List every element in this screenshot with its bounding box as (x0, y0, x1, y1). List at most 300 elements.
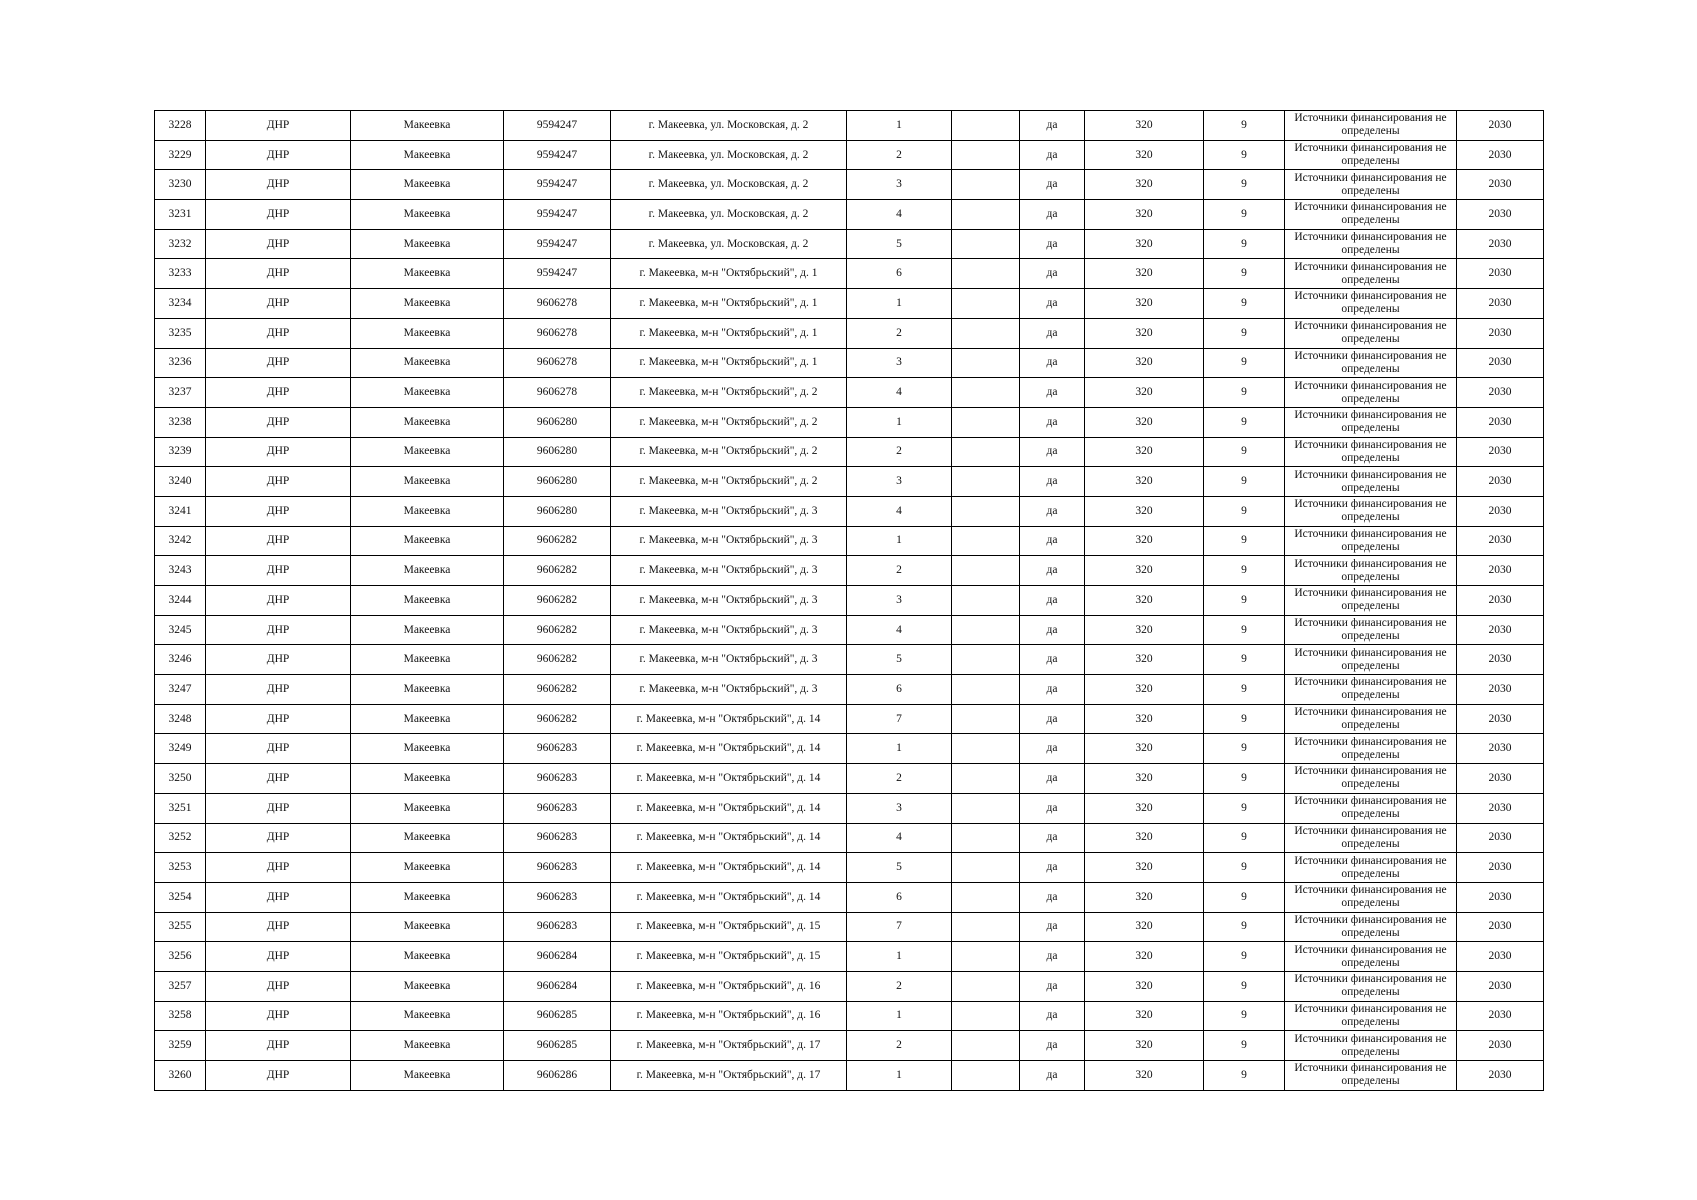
flag-cell: да (1020, 467, 1085, 497)
row-number-cell: 3246 (155, 645, 206, 675)
funding-source-cell: Источники финансирования не определены (1285, 615, 1457, 645)
building-code-cell: 9606280 (504, 467, 611, 497)
flag-cell: да (1020, 882, 1085, 912)
amount-cell: 320 (1085, 1061, 1204, 1091)
table-row (155, 823, 1544, 853)
funding-source-cell: Источники финансирования не определены (1285, 942, 1457, 972)
table-row (155, 942, 1544, 972)
floors-cell: 9 (1204, 853, 1285, 883)
amount-cell: 320 (1085, 229, 1204, 259)
entrance-number-cell: 4 (847, 200, 952, 230)
entrance-number-cell: 3 (847, 586, 952, 616)
amount-cell: 320 (1085, 912, 1204, 942)
building-code-cell: 9606280 (504, 407, 611, 437)
floors-cell: 9 (1204, 111, 1285, 141)
empty-cell (952, 942, 1020, 972)
empty-cell (952, 289, 1020, 319)
flag-cell: да (1020, 1001, 1085, 1031)
floors-cell: 9 (1204, 734, 1285, 764)
flag-cell: да (1020, 407, 1085, 437)
address-cell: г. Макеевка, м-н "Октябрьский", д. 3 (611, 496, 847, 526)
entrance-number-cell: 2 (847, 971, 952, 1001)
empty-cell (952, 823, 1020, 853)
address-cell: г. Макеевка, м-н "Октябрьский", д. 3 (611, 645, 847, 675)
row-number-cell: 3234 (155, 289, 206, 319)
region-cell: ДНР (206, 556, 351, 586)
empty-cell (952, 971, 1020, 1001)
floors-cell: 9 (1204, 1001, 1285, 1031)
city-cell: Макеевка (351, 734, 504, 764)
city-cell: Макеевка (351, 675, 504, 705)
year-cell: 2030 (1457, 200, 1544, 230)
entrance-number-cell: 2 (847, 556, 952, 586)
amount-cell: 320 (1085, 170, 1204, 200)
entrance-number-cell: 6 (847, 259, 952, 289)
year-cell: 2030 (1457, 289, 1544, 319)
row-number-cell: 3258 (155, 1001, 206, 1031)
city-cell: Макеевка (351, 853, 504, 883)
flag-cell: да (1020, 229, 1085, 259)
table-row (155, 704, 1544, 734)
region-cell: ДНР (206, 170, 351, 200)
flag-cell: да (1020, 378, 1085, 408)
row-number-cell: 3260 (155, 1061, 206, 1091)
amount-cell: 320 (1085, 111, 1204, 141)
flag-cell: да (1020, 586, 1085, 616)
empty-cell (952, 734, 1020, 764)
flag-cell: да (1020, 853, 1085, 883)
entrance-number-cell: 5 (847, 229, 952, 259)
city-cell: Макеевка (351, 170, 504, 200)
city-cell: Макеевка (351, 318, 504, 348)
region-cell: ДНР (206, 615, 351, 645)
entrance-number-cell: 4 (847, 615, 952, 645)
floors-cell: 9 (1204, 259, 1285, 289)
year-cell: 2030 (1457, 140, 1544, 170)
address-cell: г. Макеевка, м-н "Октябрьский", д. 3 (611, 615, 847, 645)
amount-cell: 320 (1085, 348, 1204, 378)
address-cell: г. Макеевка, м-н "Октябрьский", д. 3 (611, 556, 847, 586)
building-code-cell: 9606282 (504, 615, 611, 645)
entrance-number-cell: 2 (847, 318, 952, 348)
amount-cell: 320 (1085, 942, 1204, 972)
building-code-cell: 9594247 (504, 140, 611, 170)
row-number-cell: 3259 (155, 1031, 206, 1061)
address-cell: г. Макеевка, м-н "Октябрьский", д. 17 (611, 1061, 847, 1091)
year-cell: 2030 (1457, 1061, 1544, 1091)
year-cell: 2030 (1457, 378, 1544, 408)
flag-cell: да (1020, 111, 1085, 141)
floors-cell: 9 (1204, 912, 1285, 942)
amount-cell: 320 (1085, 734, 1204, 764)
entrance-number-cell: 1 (847, 734, 952, 764)
address-cell: г. Макеевка, ул. Московская, д. 2 (611, 200, 847, 230)
building-code-cell: 9606283 (504, 882, 611, 912)
building-code-cell: 9606283 (504, 764, 611, 794)
entrance-number-cell: 2 (847, 437, 952, 467)
city-cell: Макеевка (351, 348, 504, 378)
city-cell: Макеевка (351, 615, 504, 645)
city-cell: Макеевка (351, 437, 504, 467)
flag-cell: да (1020, 704, 1085, 734)
region-cell: ДНР (206, 586, 351, 616)
building-code-cell: 9606282 (504, 704, 611, 734)
year-cell: 2030 (1457, 882, 1544, 912)
flag-cell: да (1020, 200, 1085, 230)
floors-cell: 9 (1204, 556, 1285, 586)
address-cell: г. Макеевка, м-н "Октябрьский", д. 14 (611, 882, 847, 912)
region-cell: ДНР (206, 437, 351, 467)
table-row (155, 318, 1544, 348)
building-code-cell: 9606278 (504, 318, 611, 348)
table-row (155, 200, 1544, 230)
funding-source-cell: Источники финансирования не определены (1285, 853, 1457, 883)
table-row (155, 407, 1544, 437)
flag-cell: да (1020, 615, 1085, 645)
city-cell: Макеевка (351, 111, 504, 141)
row-number-cell: 3254 (155, 882, 206, 912)
funding-source-cell: Источники финансирования не определены (1285, 675, 1457, 705)
floors-cell: 9 (1204, 526, 1285, 556)
building-code-cell: 9606283 (504, 734, 611, 764)
table-row (155, 1001, 1544, 1031)
amount-cell: 320 (1085, 496, 1204, 526)
year-cell: 2030 (1457, 348, 1544, 378)
year-cell: 2030 (1457, 496, 1544, 526)
entrance-number-cell: 7 (847, 912, 952, 942)
building-code-cell: 9606282 (504, 586, 611, 616)
funding-source-cell: Источники финансирования не определены (1285, 823, 1457, 853)
flag-cell: да (1020, 140, 1085, 170)
empty-cell (952, 378, 1020, 408)
empty-cell (952, 407, 1020, 437)
city-cell: Макеевка (351, 496, 504, 526)
table-row (155, 229, 1544, 259)
entrance-number-cell: 3 (847, 467, 952, 497)
building-code-cell: 9606284 (504, 971, 611, 1001)
region-cell: ДНР (206, 942, 351, 972)
table-body (155, 111, 1544, 1091)
address-cell: г. Макеевка, м-н "Октябрьский", д. 16 (611, 971, 847, 1001)
flag-cell: да (1020, 764, 1085, 794)
region-cell: ДНР (206, 526, 351, 556)
table-row (155, 170, 1544, 200)
empty-cell (952, 764, 1020, 794)
address-cell: г. Макеевка, м-н "Октябрьский", д. 3 (611, 586, 847, 616)
region-cell: ДНР (206, 378, 351, 408)
table-row (155, 615, 1544, 645)
row-number-cell: 3244 (155, 586, 206, 616)
region-cell: ДНР (206, 912, 351, 942)
row-number-cell: 3242 (155, 526, 206, 556)
entrance-number-cell: 6 (847, 675, 952, 705)
address-cell: г. Макеевка, ул. Московская, д. 2 (611, 229, 847, 259)
floors-cell: 9 (1204, 200, 1285, 230)
address-cell: г. Макеевка, м-н "Октябрьский", д. 17 (611, 1031, 847, 1061)
building-code-cell: 9606283 (504, 823, 611, 853)
address-cell: г. Макеевка, м-н "Октябрьский", д. 1 (611, 318, 847, 348)
entrance-number-cell: 6 (847, 882, 952, 912)
address-cell: г. Макеевка, м-н "Октябрьский", д. 15 (611, 912, 847, 942)
table-row (155, 882, 1544, 912)
year-cell: 2030 (1457, 912, 1544, 942)
region-cell: ДНР (206, 348, 351, 378)
entrance-number-cell: 1 (847, 111, 952, 141)
building-code-cell: 9606282 (504, 556, 611, 586)
region-cell: ДНР (206, 467, 351, 497)
amount-cell: 320 (1085, 378, 1204, 408)
region-cell: ДНР (206, 111, 351, 141)
year-cell: 2030 (1457, 1031, 1544, 1061)
address-cell: г. Макеевка, м-н "Октябрьский", д. 2 (611, 437, 847, 467)
floors-cell: 9 (1204, 407, 1285, 437)
year-cell: 2030 (1457, 853, 1544, 883)
year-cell: 2030 (1457, 675, 1544, 705)
empty-cell (952, 556, 1020, 586)
region-cell: ДНР (206, 971, 351, 1001)
amount-cell: 320 (1085, 1031, 1204, 1061)
building-code-cell: 9606278 (504, 348, 611, 378)
floors-cell: 9 (1204, 704, 1285, 734)
row-number-cell: 3248 (155, 704, 206, 734)
flag-cell: да (1020, 556, 1085, 586)
amount-cell: 320 (1085, 140, 1204, 170)
amount-cell: 320 (1085, 793, 1204, 823)
empty-cell (952, 675, 1020, 705)
floors-cell: 9 (1204, 823, 1285, 853)
city-cell: Макеевка (351, 407, 504, 437)
year-cell: 2030 (1457, 467, 1544, 497)
table-row (155, 437, 1544, 467)
funding-source-cell: Источники финансирования не определены (1285, 111, 1457, 141)
city-cell: Макеевка (351, 793, 504, 823)
entrance-number-cell: 2 (847, 140, 952, 170)
entrance-number-cell: 2 (847, 1031, 952, 1061)
year-cell: 2030 (1457, 971, 1544, 1001)
address-cell: г. Макеевка, м-н "Октябрьский", д. 14 (611, 704, 847, 734)
region-cell: ДНР (206, 1061, 351, 1091)
building-code-cell: 9594247 (504, 170, 611, 200)
amount-cell: 320 (1085, 764, 1204, 794)
row-number-cell: 3238 (155, 407, 206, 437)
table-row (155, 853, 1544, 883)
year-cell: 2030 (1457, 556, 1544, 586)
entrance-number-cell: 1 (847, 1001, 952, 1031)
empty-cell (952, 1001, 1020, 1031)
table-row (155, 1061, 1544, 1091)
entrance-number-cell: 1 (847, 526, 952, 556)
flag-cell: да (1020, 170, 1085, 200)
amount-cell: 320 (1085, 853, 1204, 883)
flag-cell: да (1020, 823, 1085, 853)
table-row (155, 1031, 1544, 1061)
address-cell: г. Макеевка, ул. Московская, д. 2 (611, 140, 847, 170)
floors-cell: 9 (1204, 675, 1285, 705)
empty-cell (952, 853, 1020, 883)
flag-cell: да (1020, 1031, 1085, 1061)
amount-cell: 320 (1085, 615, 1204, 645)
flag-cell: да (1020, 348, 1085, 378)
row-number-cell: 3257 (155, 971, 206, 1001)
address-cell: г. Макеевка, м-н "Октябрьский", д. 14 (611, 853, 847, 883)
flag-cell: да (1020, 734, 1085, 764)
row-number-cell: 3233 (155, 259, 206, 289)
funding-source-cell: Источники финансирования не определены (1285, 378, 1457, 408)
funding-source-cell: Источники финансирования не определены (1285, 586, 1457, 616)
amount-cell: 320 (1085, 823, 1204, 853)
table-row (155, 734, 1544, 764)
floors-cell: 9 (1204, 467, 1285, 497)
building-code-cell: 9606286 (504, 1061, 611, 1091)
amount-cell: 320 (1085, 526, 1204, 556)
table-row (155, 793, 1544, 823)
empty-cell (952, 111, 1020, 141)
table-row (155, 259, 1544, 289)
entrance-number-cell: 1 (847, 407, 952, 437)
year-cell: 2030 (1457, 111, 1544, 141)
city-cell: Макеевка (351, 140, 504, 170)
floors-cell: 9 (1204, 289, 1285, 319)
funding-source-cell: Источники финансирования не определены (1285, 140, 1457, 170)
amount-cell: 320 (1085, 259, 1204, 289)
empty-cell (952, 437, 1020, 467)
entrance-number-cell: 3 (847, 348, 952, 378)
city-cell: Макеевка (351, 586, 504, 616)
address-cell: г. Макеевка, м-н "Октябрьский", д. 2 (611, 378, 847, 408)
address-cell: г. Макеевка, м-н "Октябрьский", д. 3 (611, 675, 847, 705)
flag-cell: да (1020, 259, 1085, 289)
floors-cell: 9 (1204, 882, 1285, 912)
floors-cell: 9 (1204, 615, 1285, 645)
floors-cell: 9 (1204, 348, 1285, 378)
year-cell: 2030 (1457, 764, 1544, 794)
address-cell: г. Макеевка, ул. Московская, д. 2 (611, 170, 847, 200)
floors-cell: 9 (1204, 1061, 1285, 1091)
empty-cell (952, 348, 1020, 378)
city-cell: Макеевка (351, 526, 504, 556)
data-table (154, 110, 1544, 1091)
flag-cell: да (1020, 971, 1085, 1001)
floors-cell: 9 (1204, 229, 1285, 259)
region-cell: ДНР (206, 645, 351, 675)
floors-cell: 9 (1204, 586, 1285, 616)
flag-cell: да (1020, 496, 1085, 526)
city-cell: Макеевка (351, 971, 504, 1001)
amount-cell: 320 (1085, 437, 1204, 467)
table-row (155, 140, 1544, 170)
entrance-number-cell: 4 (847, 823, 952, 853)
city-cell: Макеевка (351, 942, 504, 972)
year-cell: 2030 (1457, 1001, 1544, 1031)
amount-cell: 320 (1085, 1001, 1204, 1031)
amount-cell: 320 (1085, 586, 1204, 616)
floors-cell: 9 (1204, 140, 1285, 170)
region-cell: ДНР (206, 793, 351, 823)
region-cell: ДНР (206, 882, 351, 912)
row-number-cell: 3237 (155, 378, 206, 408)
funding-source-cell: Источники финансирования не определены (1285, 467, 1457, 497)
building-code-cell: 9606282 (504, 526, 611, 556)
entrance-number-cell: 5 (847, 853, 952, 883)
row-number-cell: 3241 (155, 496, 206, 526)
funding-source-cell: Источники финансирования не определены (1285, 348, 1457, 378)
building-code-cell: 9606283 (504, 793, 611, 823)
flag-cell: да (1020, 793, 1085, 823)
amount-cell: 320 (1085, 556, 1204, 586)
empty-cell (952, 1061, 1020, 1091)
building-code-cell: 9606280 (504, 437, 611, 467)
funding-source-cell: Источники финансирования не определены (1285, 437, 1457, 467)
building-code-cell: 9606282 (504, 645, 611, 675)
empty-cell (952, 259, 1020, 289)
year-cell: 2030 (1457, 823, 1544, 853)
row-number-cell: 3240 (155, 467, 206, 497)
city-cell: Макеевка (351, 882, 504, 912)
entrance-number-cell: 5 (847, 645, 952, 675)
row-number-cell: 3243 (155, 556, 206, 586)
row-number-cell: 3253 (155, 853, 206, 883)
row-number-cell: 3251 (155, 793, 206, 823)
table-row (155, 526, 1544, 556)
region-cell: ДНР (206, 704, 351, 734)
flag-cell: да (1020, 289, 1085, 319)
row-number-cell: 3249 (155, 734, 206, 764)
funding-source-cell: Источники финансирования не определены (1285, 734, 1457, 764)
floors-cell: 9 (1204, 764, 1285, 794)
region-cell: ДНР (206, 200, 351, 230)
row-number-cell: 3230 (155, 170, 206, 200)
funding-source-cell: Источники финансирования не определены (1285, 882, 1457, 912)
entrance-number-cell: 7 (847, 704, 952, 734)
city-cell: Макеевка (351, 229, 504, 259)
row-number-cell: 3229 (155, 140, 206, 170)
city-cell: Макеевка (351, 467, 504, 497)
table-row (155, 675, 1544, 705)
entrance-number-cell: 4 (847, 378, 952, 408)
amount-cell: 320 (1085, 971, 1204, 1001)
amount-cell: 320 (1085, 882, 1204, 912)
funding-source-cell: Источники финансирования не определены (1285, 645, 1457, 675)
entrance-number-cell: 1 (847, 942, 952, 972)
city-cell: Макеевка (351, 704, 504, 734)
floors-cell: 9 (1204, 437, 1285, 467)
floors-cell: 9 (1204, 318, 1285, 348)
city-cell: Макеевка (351, 1061, 504, 1091)
row-number-cell: 3255 (155, 912, 206, 942)
funding-source-cell: Источники финансирования не определены (1285, 1061, 1457, 1091)
year-cell: 2030 (1457, 229, 1544, 259)
empty-cell (952, 882, 1020, 912)
building-code-cell: 9606280 (504, 496, 611, 526)
year-cell: 2030 (1457, 318, 1544, 348)
city-cell: Макеевка (351, 1031, 504, 1061)
empty-cell (952, 170, 1020, 200)
entrance-number-cell: 4 (847, 496, 952, 526)
funding-source-cell: Источники финансирования не определены (1285, 259, 1457, 289)
floors-cell: 9 (1204, 942, 1285, 972)
address-cell: г. Макеевка, м-н "Октябрьский", д. 1 (611, 348, 847, 378)
address-cell: г. Макеевка, м-н "Октябрьский", д. 2 (611, 407, 847, 437)
empty-cell (952, 200, 1020, 230)
row-number-cell: 3247 (155, 675, 206, 705)
amount-cell: 320 (1085, 200, 1204, 230)
address-cell: г. Макеевка, м-н "Октябрьский", д. 3 (611, 526, 847, 556)
row-number-cell: 3236 (155, 348, 206, 378)
empty-cell (952, 645, 1020, 675)
table-row (155, 645, 1544, 675)
flag-cell: да (1020, 437, 1085, 467)
amount-cell: 320 (1085, 645, 1204, 675)
